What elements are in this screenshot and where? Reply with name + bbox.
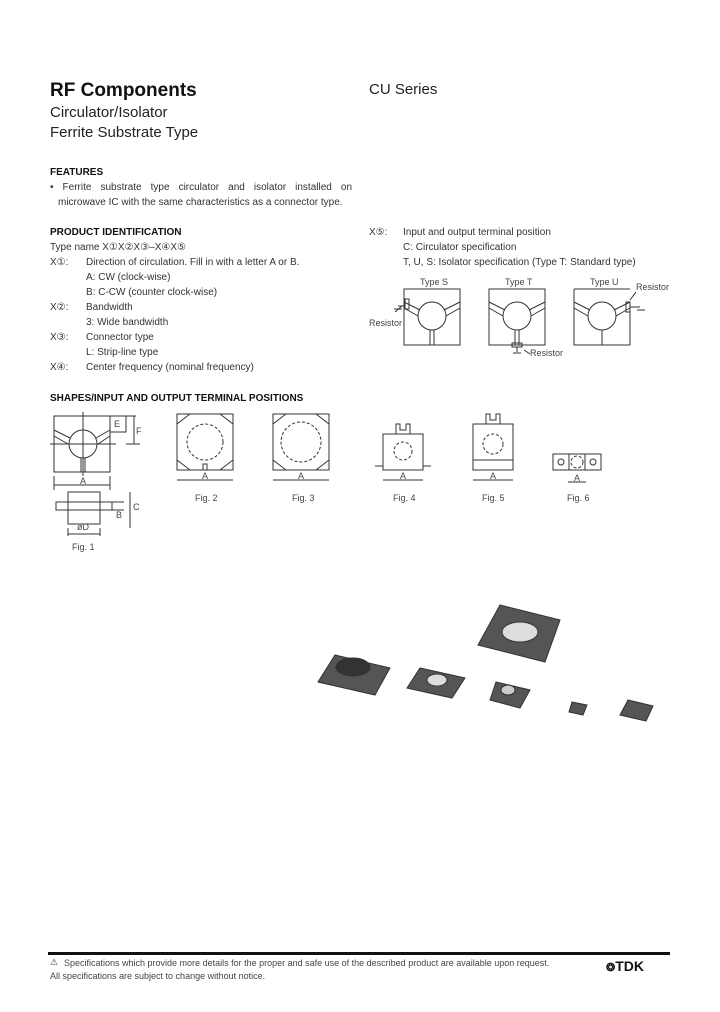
item-desc: Input and output terminal position <box>403 227 551 238</box>
item-sub: B: C-CW (counter clock-wise) <box>86 287 218 298</box>
item-key: X④: <box>50 362 69 373</box>
tdk-logo <box>606 958 644 974</box>
dim-label: A <box>490 471 497 481</box>
series-name: CU Series <box>369 81 438 98</box>
item-sub: A: CW (clock-wise) <box>86 272 171 283</box>
dim-label: øD <box>77 522 89 532</box>
item-key: X③: <box>50 332 69 343</box>
product-id-heading: PRODUCT IDENTIFICATION <box>50 227 182 238</box>
item-key: X①: <box>50 257 69 268</box>
footer-line-2: All specifications are subject to change without notice. <box>50 971 266 981</box>
resistor-label: Resistor <box>369 318 403 328</box>
features-heading: FEATURES <box>50 167 104 178</box>
item-desc: Connector type <box>86 332 154 343</box>
fig-caption: Fig. 6 <box>567 493 590 503</box>
dim-label: B <box>116 510 123 520</box>
dim-label: F <box>136 426 142 436</box>
item-key: X②: <box>50 302 69 313</box>
features-line-1: • Ferrite substrate type circulator and isolator installed on <box>50 182 352 193</box>
item-key: X⑤: <box>369 227 388 238</box>
dim-label: C <box>133 502 140 512</box>
dim-label: E <box>114 419 121 429</box>
item-desc: Center frequency (nominal frequency) <box>86 362 254 373</box>
fig-caption: Fig. 1 <box>72 542 95 552</box>
tdk-logo-text: TDK <box>615 958 644 974</box>
resistor-label: Resistor <box>530 348 564 358</box>
dim-label: A <box>80 476 87 486</box>
subtitle-1: Circulator/Isolator <box>50 104 168 121</box>
item-sub: L: Strip-line type <box>86 347 159 358</box>
dim-label: A <box>400 471 407 481</box>
dim-label: A <box>298 471 305 481</box>
fig-caption: Fig. 4 <box>393 493 416 503</box>
item-desc: Bandwidth <box>86 302 133 313</box>
page-title: RF Components <box>50 80 197 101</box>
type-name: Type name X①X②X③–X④X⑤ <box>50 242 186 253</box>
dim-label: A <box>574 473 581 483</box>
resistor-label: Resistor <box>636 282 670 292</box>
fig-caption: Fig. 2 <box>195 493 218 503</box>
shapes-heading: SHAPES/INPUT AND OUTPUT TERMINAL POSITIONS <box>50 393 304 404</box>
subtitle-2: Ferrite Substrate Type <box>50 124 199 141</box>
footer-rule <box>48 952 670 955</box>
warning-icon: ⚠ <box>50 957 59 967</box>
features-line-2: microwave IC with the same characteristics as a connector type. <box>58 197 343 208</box>
item-sub: 3: Wide bandwidth <box>86 317 169 328</box>
item-sub: C: Circulator specification <box>403 242 517 253</box>
item-sub: T, U, S: Isolator specification (Type T: Standard type) <box>403 257 636 268</box>
fig-caption: Fig. 3 <box>292 493 315 503</box>
dim-label: A <box>202 471 209 481</box>
type-t-label: Type T <box>505 277 533 287</box>
type-s-label: Type S <box>420 277 449 287</box>
item-desc: Direction of circulation. Fill in with a letter A or B. <box>86 257 300 268</box>
footer-line-1: Specifications which provide more details for the proper and safe use of the described product are available upon request. <box>64 958 550 968</box>
tdk-emblem-icon: ❂ <box>606 962 616 974</box>
type-u-label: Type U <box>590 277 619 287</box>
fig-caption: Fig. 5 <box>482 493 505 503</box>
